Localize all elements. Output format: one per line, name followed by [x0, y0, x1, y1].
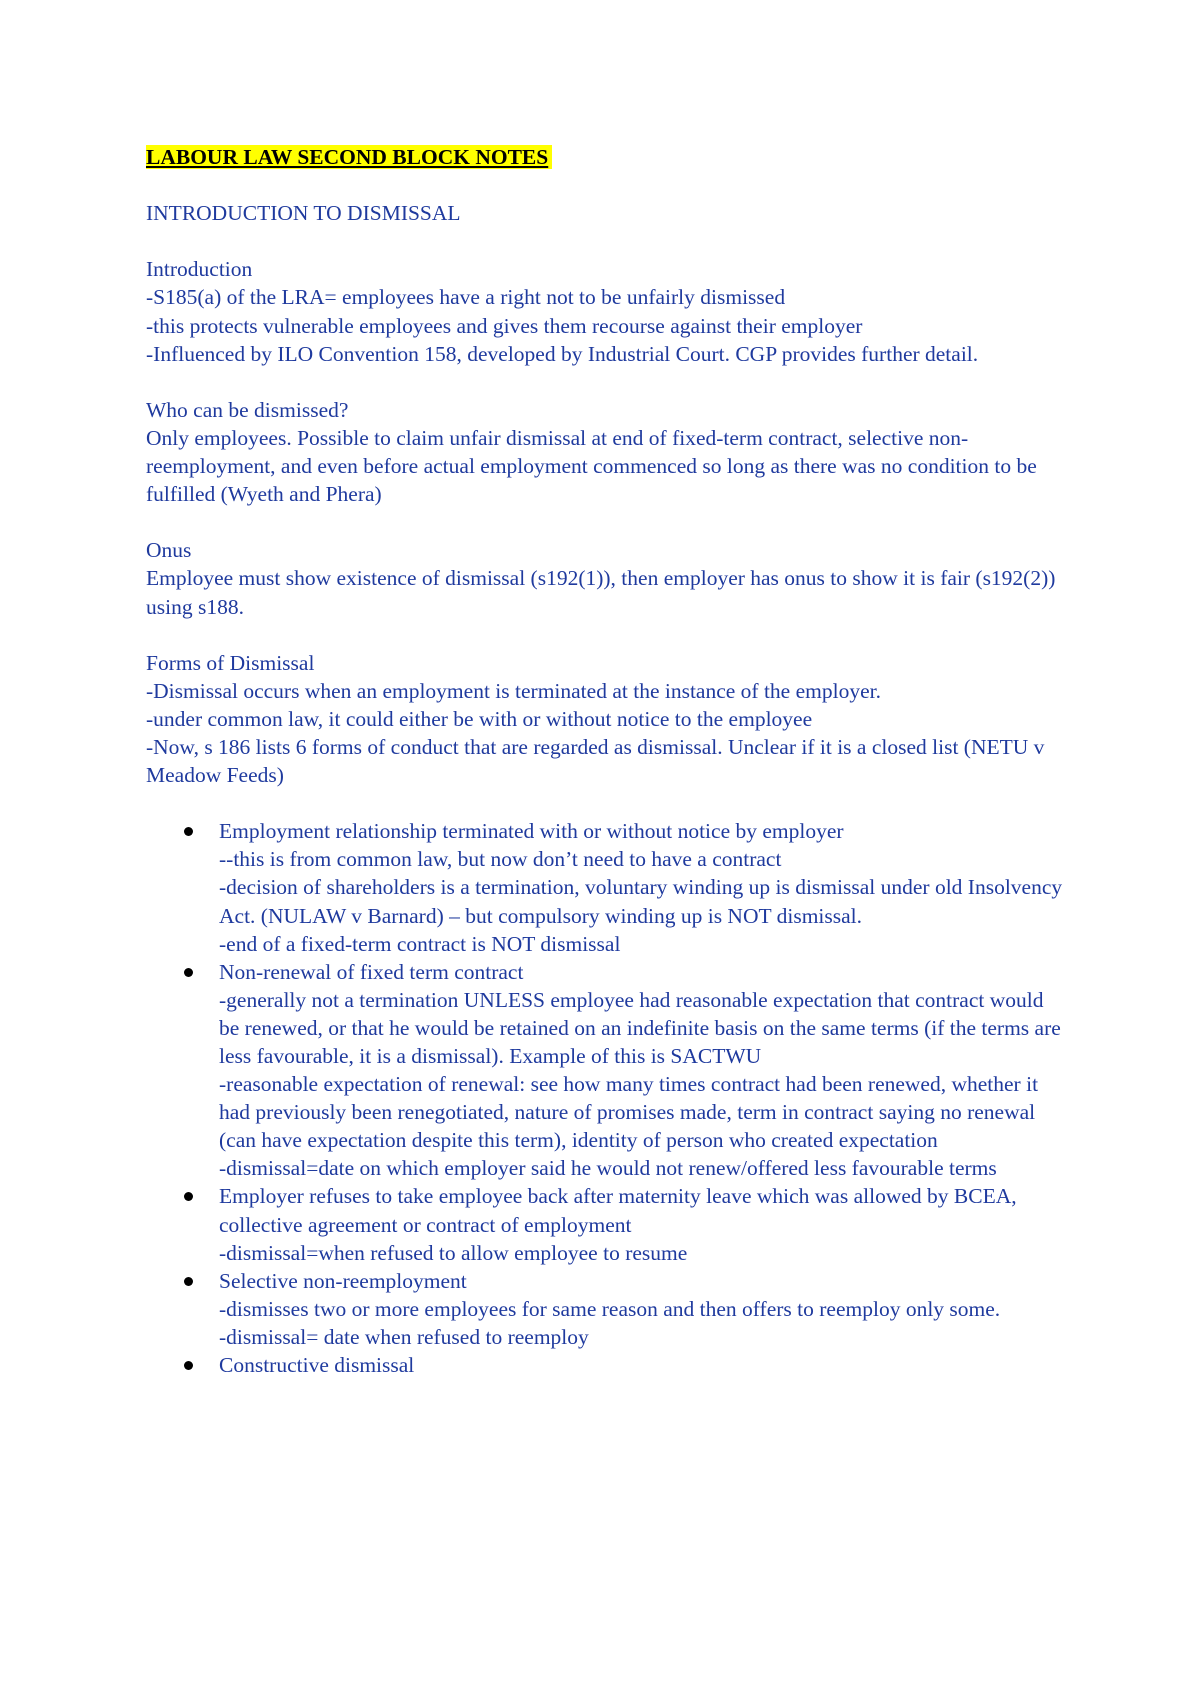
list-item-line: -reasonable expectation of renewal: see how many times contract had been renewed, whether it had previously been renegotiated, nature of promises made, term in contract saying no renewal (can have expectation despite this term), identity of person who created expectation — [219, 1072, 1039, 1153]
list-item — [146, 1182, 1066, 1266]
spacer — [146, 508, 1066, 536]
bullet-icon — [184, 968, 193, 977]
list-item-line: -decision of shareholders is a termination, voluntary winding up is dismissal under old Insolvency Act. (NULAW v Barnard) – but compulsory winding up is NOT dismissal. — [219, 875, 1063, 928]
dismissal-forms-list — [146, 817, 1066, 1379]
list-item-line: -dismissal=date on which employer said he would not renew/offered less favourable terms — [219, 1156, 997, 1181]
section-introduction — [146, 255, 1066, 367]
list-item — [146, 1351, 1066, 1379]
list-item — [146, 1267, 1066, 1351]
spacer — [146, 368, 1066, 396]
document-title: LABOUR LAW SECOND BLOCK NOTES — [146, 145, 552, 169]
spacer — [146, 171, 1066, 199]
section-who-can-be-dismissed — [146, 396, 1066, 508]
bullet-icon — [184, 1192, 193, 1201]
section-line: -Dismissal occurs when an employment is terminated at the instance of the employer. — [146, 678, 881, 703]
bullet-icon — [184, 827, 193, 836]
spacer — [146, 789, 1066, 817]
list-item-line: Selective non-reemployment — [219, 1268, 467, 1293]
section-paragraph: Only employees. Possible to claim unfair dismissal at end of fixed-term contract, selective non-reemployment, and even before actual employment commenced so long as there was no condition to be fulfilled (Wyeth and Phera) — [146, 425, 1037, 507]
section-line: -S185(a) of the LRA= employees have a right not to be unfairly dismissed — [146, 285, 786, 310]
section-heading: Forms of Dismissal — [146, 650, 315, 675]
list-item-line: -dismissal=when refused to allow employee to resume — [219, 1240, 688, 1265]
section-onus — [146, 536, 1066, 620]
section-line: -Now, s 186 lists 6 forms of conduct that are regarded as dismissal. Unclear if it is a closed list (NETU v Meadow Feeds) — [146, 734, 1045, 788]
section-line: -under common law, it could either be with or without notice to the employee — [146, 706, 813, 731]
list-item — [146, 817, 1066, 957]
list-item-line: Employment relationship terminated with or without notice by employer — [219, 819, 844, 844]
bullet-icon — [184, 1277, 193, 1286]
section-line: -this protects vulnerable employees and gives them recourse against their employer — [146, 313, 863, 338]
list-item — [146, 958, 1066, 1183]
list-item-line: -dismissal= date when refused to reemploy — [219, 1324, 589, 1349]
list-item-line: Constructive dismissal — [219, 1353, 415, 1378]
title-line — [146, 143, 1066, 171]
list-item-line: Employer refuses to take employee back after maternity leave which was allowed by BCEA, collective agreement or contract of employment — [219, 1184, 1017, 1237]
list-item-line: -generally not a termination UNLESS employee had reasonable expectation that contract would be renewed, or that he would be retained on an indefinite basis on the same terms (if the terms are less favourable, it is a dismissal). Example of this is SACTWU — [219, 987, 1061, 1068]
section-line: -Influenced by ILO Convention 158, developed by Industrial Court. CGP provides further detail. — [146, 341, 979, 366]
section-forms-of-dismissal — [146, 649, 1066, 789]
list-item-line: --this is from common law, but now don’t need to have a contract — [219, 847, 782, 872]
list-item-line: -dismisses two or more employees for same reason and then offers to reemploy only some. — [219, 1296, 1001, 1321]
bullet-icon — [184, 1361, 193, 1370]
document-body — [146, 143, 1066, 1379]
list-item-line: -end of a fixed-term contract is NOT dismissal — [219, 931, 621, 956]
spacer — [146, 227, 1066, 255]
section-heading: Who can be dismissed? — [146, 397, 349, 422]
section-heading: Introduction — [146, 257, 253, 282]
spacer — [146, 621, 1066, 649]
section-paragraph: Employee must show existence of dismissal (s192(1)), then employer has onus to show it is fair (s192(2)) using s188. — [146, 566, 1056, 619]
section-heading: Onus — [146, 538, 192, 563]
list-item-line: Non-renewal of fixed term contract — [219, 959, 524, 984]
chapter-heading: INTRODUCTION TO DISMISSAL — [146, 201, 461, 226]
